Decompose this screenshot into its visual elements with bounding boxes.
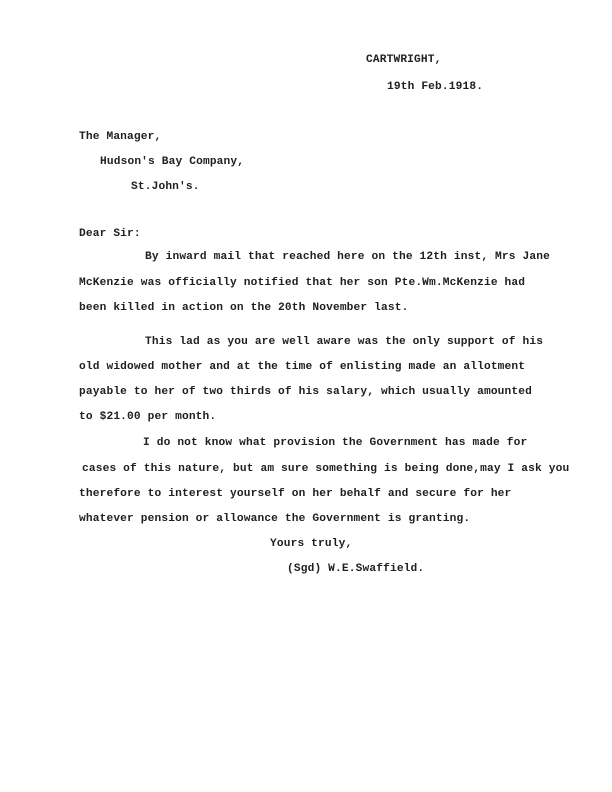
closing: Yours truly,: [270, 538, 353, 550]
paragraph-3-line-1: I do not know what provision the Government has made for: [143, 437, 528, 449]
salutation: Dear Sir:: [79, 228, 141, 240]
paragraph-3-line-2: cases of this nature, but am sure something is being done,may I ask you: [82, 463, 570, 475]
signature: (Sgd) W.E.Swaffield.: [287, 563, 425, 575]
recipient-line-1: The Manager,: [79, 131, 162, 143]
paragraph-2-line-2: old widowed mother and at the time of enlisting made an allotment: [79, 361, 526, 373]
paragraph-3-line-4: whatever pension or allowance the Government is granting.: [79, 513, 471, 525]
paragraph-1-line-2: McKenzie was officially notified that her son Pte.Wm.McKenzie had: [79, 277, 526, 289]
heading-date: 19th Feb.1918.: [387, 81, 484, 93]
recipient-line-2: Hudson's Bay Company,: [100, 156, 245, 168]
paragraph-2-line-4: to $21.00 per month.: [79, 411, 217, 423]
paragraph-1-line-1: By inward mail that reached here on the 12th inst, Mrs Jane: [145, 251, 550, 263]
paragraph-2-line-1: This lad as you are well aware was the only support of his: [145, 336, 544, 348]
heading-place: CARTWRIGHT,: [366, 54, 442, 66]
paragraph-1-line-3: been killed in action on the 20th November last.: [79, 302, 409, 314]
recipient-line-3: St.John's.: [131, 181, 200, 193]
paragraph-3-line-3: therefore to interest yourself on her behalf and secure for her: [79, 488, 512, 500]
paragraph-2-line-3: payable to her of two thirds of his salary, which usually amounted: [79, 386, 532, 398]
